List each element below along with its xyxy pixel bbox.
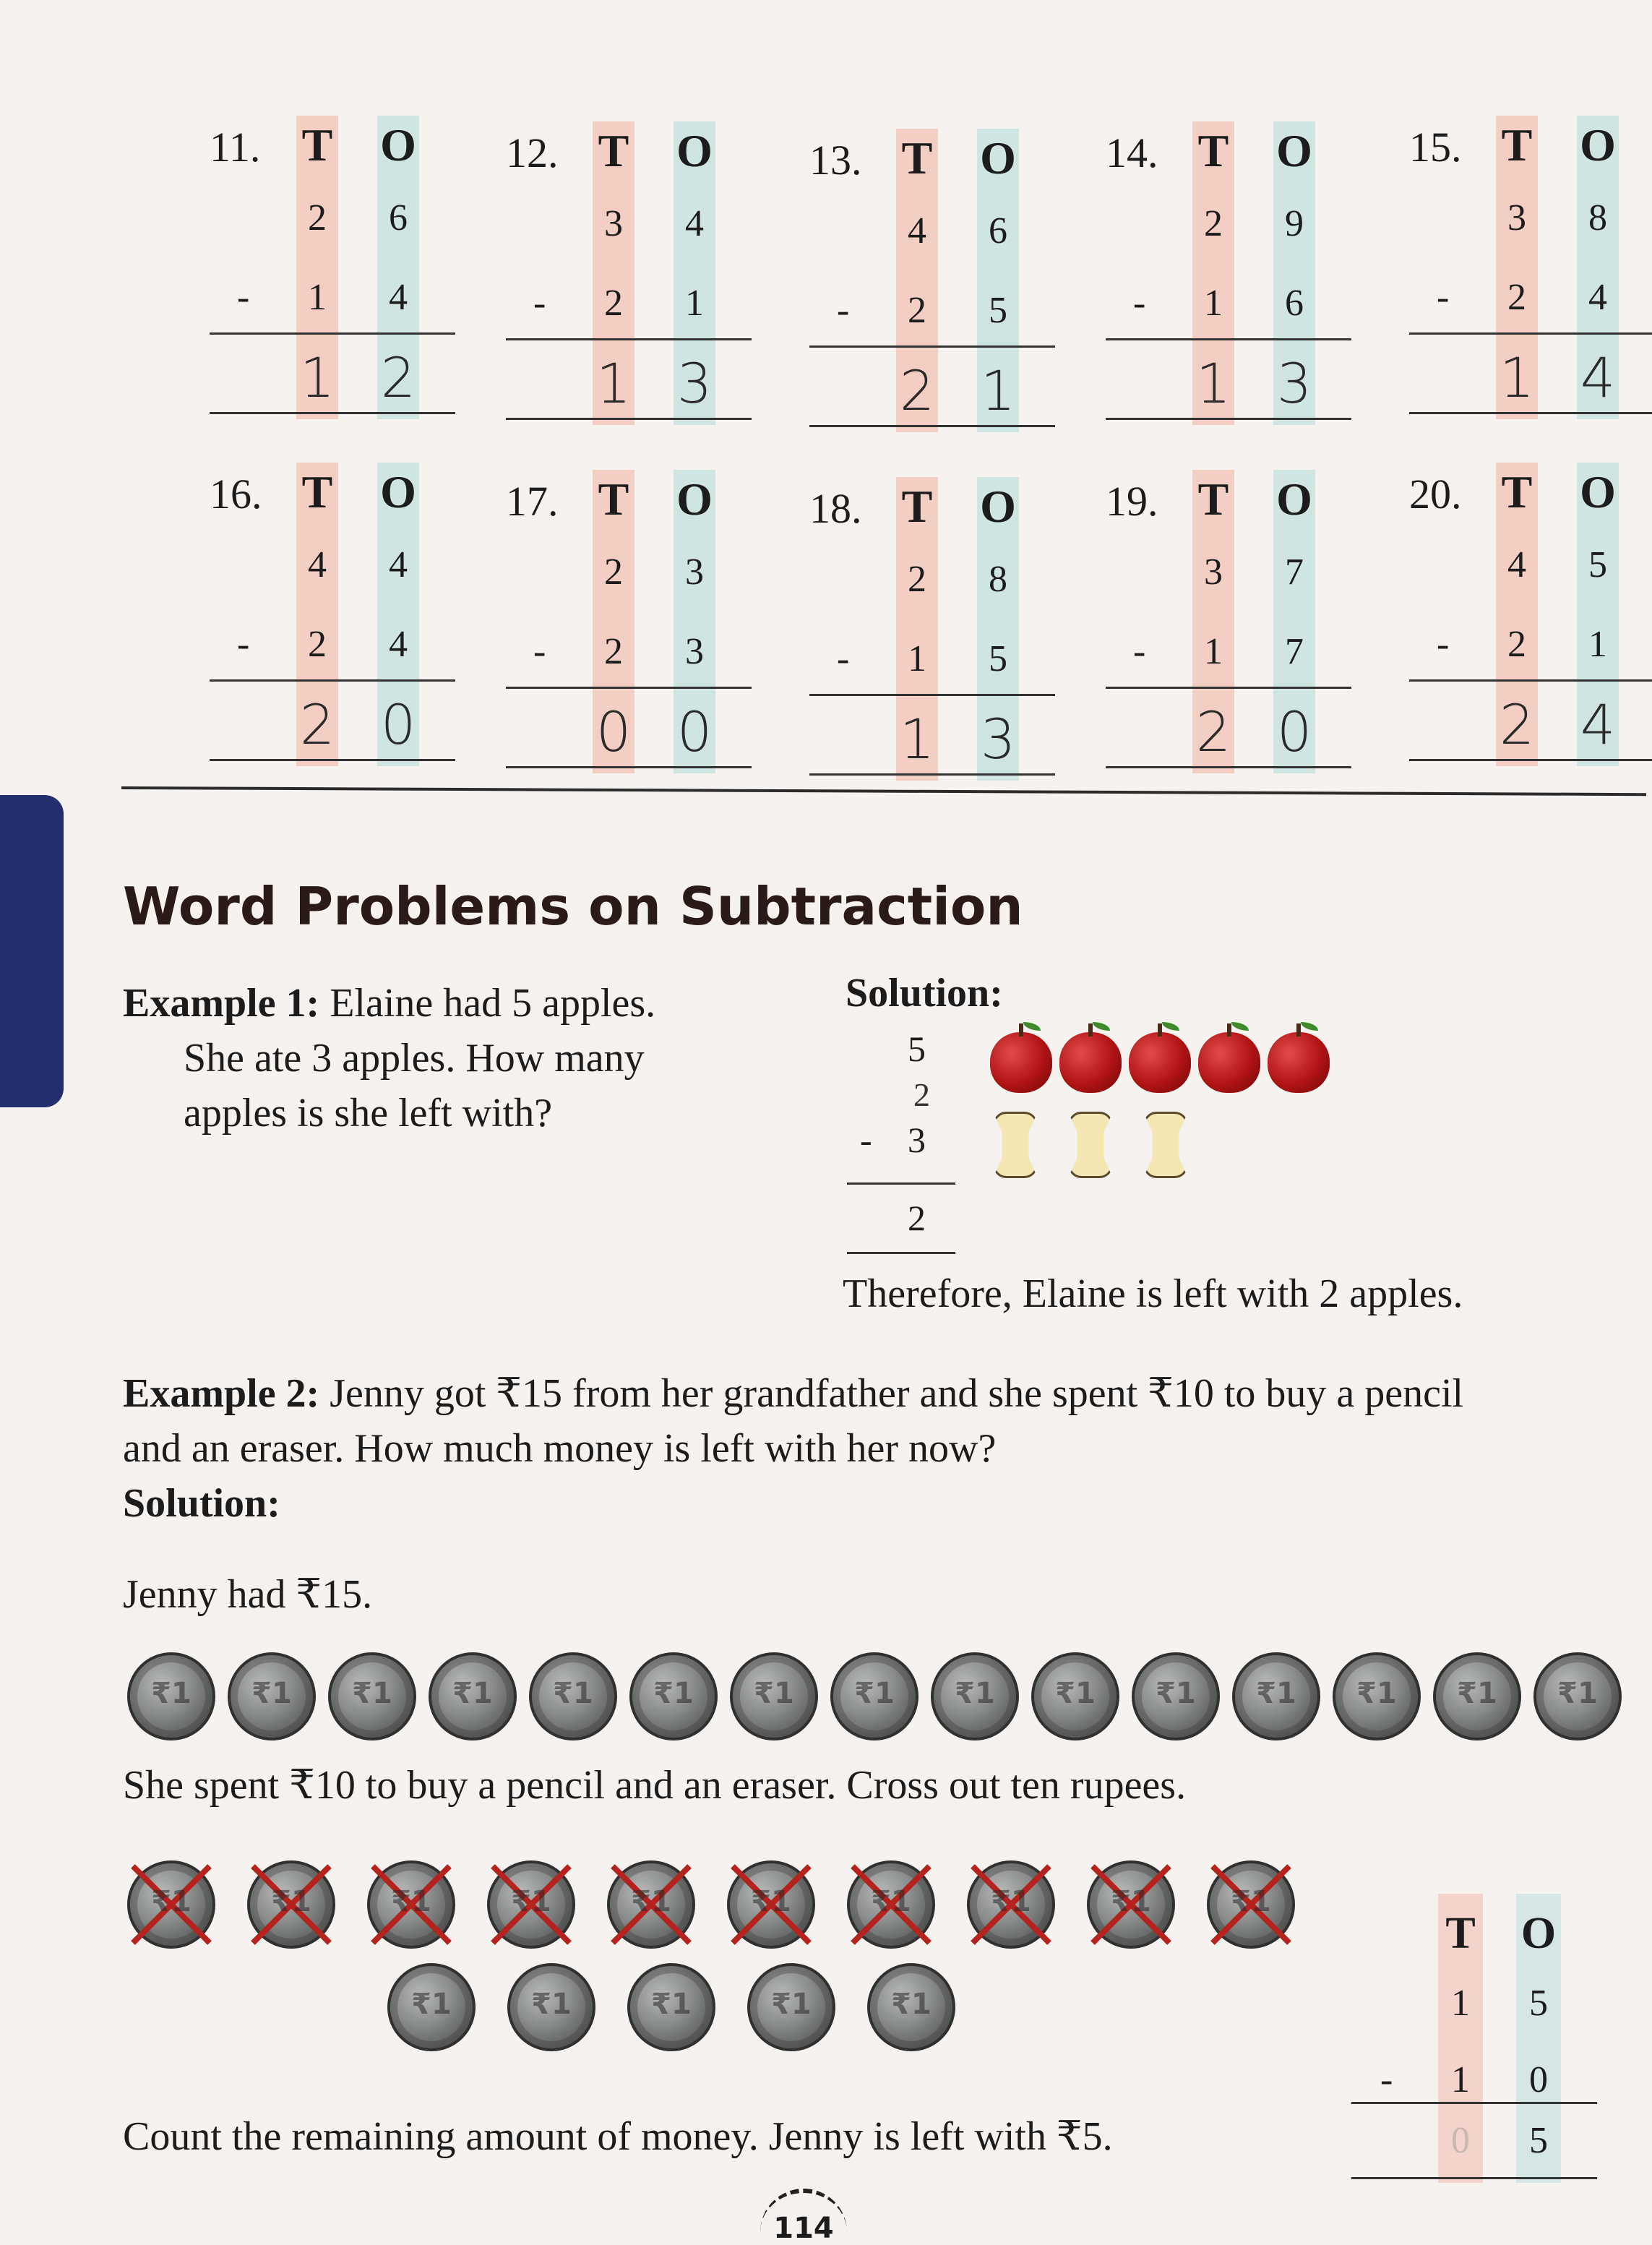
rupee-coin-icon [507,1963,595,2051]
tens-header: T [901,481,933,532]
bottom-ones: 4 [389,624,408,665]
rule-line [1409,412,1652,414]
top-ones: 6 [389,197,408,239]
exercise-17 [506,470,766,781]
crossed-coin-icon [127,1860,215,1949]
minus-sign: - [533,631,546,672]
page-number: 114 [760,2189,847,2245]
answer-ones: 3 [1276,351,1312,416]
bottom-ones: 5 [989,638,1007,679]
crossed-coin-icon [607,1860,695,1949]
rupee-coin-icon [228,1652,316,1740]
rule-line [1106,687,1351,689]
top-tens: 3 [1204,551,1223,593]
answer-ones: 3 [676,351,713,416]
rupee-coin-icon [627,1963,715,2051]
top-tens: 3 [1507,197,1526,239]
exercise-20 [1409,463,1652,773]
rule-line [809,425,1055,427]
example-1-working [838,1019,968,1265]
exercise-number: 18. [809,485,862,532]
rule-line [506,338,752,340]
ones-header: O [1276,473,1312,525]
jenny-had-text: Jenny had ₹15. [123,1572,373,1617]
rupee-coin-icon [867,1963,955,2051]
apple-icon [990,1032,1052,1093]
crossed-coin-icon [967,1860,1055,1949]
apple-icon [1198,1032,1260,1093]
exercise-number: 19. [1106,478,1158,525]
tens-header: T [301,119,333,171]
top-tens: 2 [1204,203,1223,244]
answer-tens: 1 [1195,351,1231,416]
answer-ones: 0 [1276,700,1312,764]
rupee-coin-icon [1533,1652,1622,1740]
bottom-tens: 2 [604,283,623,324]
ones-header: O [980,481,1016,532]
example-1-solution-label: Solution: [846,971,1003,1016]
tens-header: T [1197,125,1229,176]
top-ones: 4 [685,203,704,244]
minuend: 5 [908,1029,926,1069]
answer-ones: 1 [980,359,1016,423]
top-tens: 2 [308,197,327,239]
answer-ones: 2 [380,345,416,410]
answer-tens: 1 [299,345,335,410]
apple-icon [1059,1032,1122,1093]
tens-header: T [901,132,933,184]
rupee-coin-icon [387,1963,476,2051]
example-1-label: Example 1: [123,981,320,1026]
exercise-number: 17. [506,478,559,525]
rule-line [210,759,455,761]
example-2-solution-label: Solution: [123,1481,280,1527]
coin-row-full [0,1648,1652,1749]
example-2-text [123,1366,1626,1531]
answer-tens: 2 [899,359,935,423]
top-ones: 8 [1588,197,1607,239]
top-tens: 4 [908,210,926,252]
rupee-coin-icon [429,1652,517,1740]
rupee-coin-icon [1132,1652,1220,1740]
top-ones: 6 [989,210,1007,252]
rupee-coin-icon [931,1652,1019,1740]
bottom-ones: 7 [1285,631,1304,672]
answer-ones: 0 [380,692,416,757]
top-tens: 3 [604,203,623,244]
rule-line [506,766,752,768]
exercise-12 [506,121,766,432]
answer-tens: 0 [1451,2120,1470,2161]
rule-line [210,332,455,335]
rupee-coin-icon [529,1652,617,1740]
minus-sign: - [533,283,546,324]
bottom-tens: 2 [908,290,926,331]
apple-core-icon [1143,1112,1188,1178]
bottom-tens: 1 [308,277,327,318]
bottom-ones: 1 [1588,624,1607,665]
crossed-coin-icon [487,1860,575,1949]
coin-row-crossed [0,1856,1351,1957]
answer-tens: 2 [299,692,335,757]
answer-tens: 2 [1499,692,1535,757]
top-ones: 4 [389,544,408,585]
subtrahend: 3 [908,1120,926,1160]
count-text: Count the remaining amount of money. Jenny is left with ₹5. [123,2114,1113,2159]
rupee-coin-icon [328,1652,416,1740]
apple-illustration [983,1019,1344,1164]
bottom-tens: 1 [1204,631,1223,672]
crossed-coin-icon [367,1860,455,1949]
apple-core-icon [993,1112,1038,1178]
subtraction-exercises [0,0,1652,781]
bottom-ones: 4 [389,277,408,318]
ones-header: O [676,125,713,176]
spent-text: She spent ₹10 to buy a pencil and an eraser. Cross out ten rupees. [123,1763,1187,1808]
crossed-coin-icon [847,1860,935,1949]
rupee-coin-icon [747,1963,835,2051]
ones-header: O [1580,466,1616,518]
exercise-number: 14. [1106,129,1158,176]
chapter-tab [0,795,64,1107]
example-2-column-working [1351,1894,1612,2197]
minus-sign: - [1133,631,1146,672]
handwritten-note: 2 [913,1076,930,1113]
top-tens: 2 [604,551,623,593]
rule-line [809,773,1055,776]
rupee-coin-icon [629,1652,718,1740]
rupee-coin-icon [1232,1652,1320,1740]
rule-line [210,412,455,414]
rule-line [1351,2102,1597,2104]
crossed-coin-icon [1087,1860,1175,1949]
bottom-ones: 1 [685,283,704,324]
bottom-tens: 1 [908,638,926,679]
answer-ones: 0 [676,700,713,764]
top-tens: 4 [1507,544,1526,585]
rule-line [1409,679,1652,682]
exercise-number: 11. [210,124,261,171]
rule-line [506,418,752,420]
exercise-14 [1106,121,1366,432]
minus-sign: - [237,277,250,318]
bottom-tens: 2 [1507,624,1526,665]
exercise-13 [809,129,1070,439]
top-ones: 7 [1285,551,1304,593]
minus-sign: - [237,624,250,665]
ones-header: O [676,473,713,525]
rule-line [809,694,1055,696]
rule-line [1409,759,1652,761]
rupee-coin-icon [1433,1652,1521,1740]
rupee-coin-icon [1031,1652,1119,1740]
example-2-line-1: Jenny got ₹15 from her grandfather and she spent ₹10 to buy a pencil [330,1371,1464,1416]
top-ones: 9 [1285,203,1304,244]
ones-header: O [980,132,1016,184]
top-ones: 3 [685,551,704,593]
crossed-coin-icon [247,1860,335,1949]
section-title: Word Problems on Subtraction [123,876,1023,937]
crossed-coin-icon [727,1860,815,1949]
exercise-number: 13. [809,137,862,184]
top-ones: 5 [1588,544,1607,585]
tens-header: T [1445,1909,1476,1958]
bottom-ones: 4 [1588,277,1607,318]
tens-header: T [1501,466,1533,518]
coin-row-remaining [0,1959,1351,2060]
exercise-number: 20. [1409,471,1462,518]
exercise-15 [1409,116,1652,426]
tens-header: T [1197,473,1229,525]
minus-sign: - [1437,277,1450,318]
minus-sign: - [1133,283,1146,324]
exercise-19 [1106,470,1366,781]
answer-tens: 1 [1499,345,1535,410]
rule-line [847,1252,955,1254]
ones-header: O [1276,125,1312,176]
rule-line [1106,418,1351,420]
exercise-number: 12. [506,129,559,176]
minus-sign: - [1380,2059,1393,2100]
example-1-conclusion: Therefore, Elaine is left with 2 apples. [843,1271,1463,1316]
bottom-ones: 3 [685,631,704,672]
tens-header: T [1501,119,1533,171]
ones-header: O [380,466,416,518]
rule-line [847,1182,955,1185]
tens-header: T [301,466,333,518]
answer-tens: 1 [899,707,935,771]
minus-sign: - [837,290,850,331]
bottom-tens: 1 [1204,283,1223,324]
top-tens: 4 [308,544,327,585]
bottom-ones: 5 [989,290,1007,331]
minus-sign: - [860,1120,872,1160]
top-ones: 8 [989,559,1007,600]
example-1-text [123,976,773,1141]
rule-line [210,679,455,682]
exercise-16 [210,463,470,773]
exercise-number: 15. [1409,124,1462,171]
rupee-coin-icon [830,1652,919,1740]
rupee-coin-icon [730,1652,818,1740]
answer-tens: 2 [1195,700,1231,764]
rule-line [1106,338,1351,340]
top-tens: 1 [1451,1983,1470,2024]
ones-header: O [1520,1909,1557,1958]
bottom-tens: 2 [1507,277,1526,318]
rule-line [506,687,752,689]
rule-line [1106,766,1351,768]
example-1-line-3: apples is she left with? [184,1091,553,1136]
example-2-label: Example 2: [123,1371,320,1416]
tens-header: T [598,125,629,176]
exercise-number: 16. [210,471,262,518]
answer-tens: 0 [595,700,632,764]
rule-line [1409,332,1652,335]
difference: 2 [908,1198,926,1238]
answer-ones: 4 [1580,692,1616,757]
bottom-ones: 6 [1285,283,1304,324]
answer-tens: 1 [595,351,632,416]
minus-sign: - [1437,624,1450,665]
ones-header: O [1580,119,1616,171]
top-ones: 5 [1529,1983,1548,2024]
rupee-coin-icon [1333,1652,1421,1740]
apple-icon [1268,1032,1330,1093]
bottom-ones: 0 [1529,2059,1548,2100]
rule-line [1351,2177,1597,2179]
rupee-coin-icon [127,1652,215,1740]
bottom-tens: 2 [308,624,327,665]
ones-header: O [380,119,416,171]
exercise-18 [809,477,1070,788]
exercise-11 [210,116,470,426]
answer-ones: 5 [1529,2120,1548,2161]
tens-header: T [598,473,629,525]
example-1-line-2: She ate 3 apples. How many [184,1036,645,1081]
bottom-tens: 2 [604,631,623,672]
answer-ones: 3 [980,707,1016,771]
crossed-coin-icon [1207,1860,1295,1949]
example-1-line-1: Elaine had 5 apples. [330,981,656,1026]
bottom-tens: 1 [1451,2059,1470,2100]
rule-line [809,345,1055,348]
apple-icon [1129,1032,1191,1093]
answer-ones: 4 [1580,345,1616,410]
minus-sign: - [837,638,850,679]
top-tens: 2 [908,559,926,600]
example-2-line-2: and an eraser. How much money is left with her now? [123,1426,997,1472]
apple-core-icon [1068,1112,1113,1178]
